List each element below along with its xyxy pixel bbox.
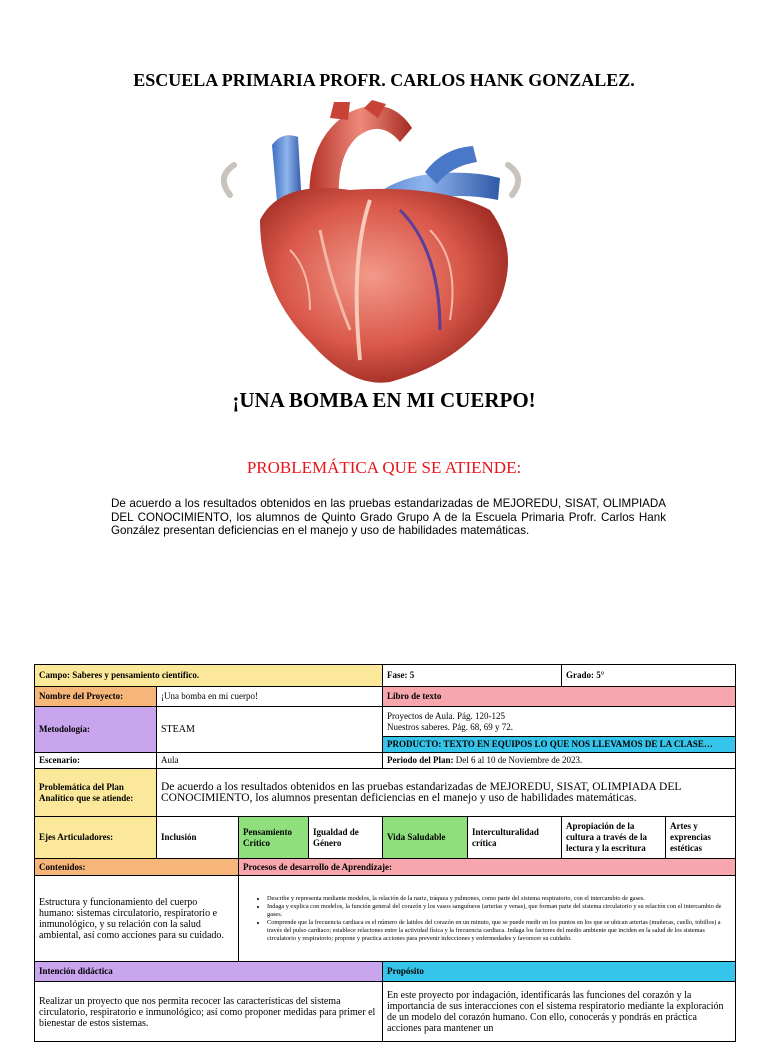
campo-cell: Campo: Saberes y pensamiento científico.: [35, 665, 383, 687]
periodo-cell: [383, 753, 736, 769]
libro-line-2: Nuestros saberes. Pág. 68, 69 y 72.: [387, 721, 513, 732]
periodo-label: Periodo del Plan:: [387, 755, 454, 765]
problem-text: De acuerdo a los resultados obtenidos en las pruebas estandarizadas de MEJOREDU, SISAT, OLIMPIADA DEL CONOCIMIENTO, los alumnos de Quinto Grado Grupo A de la Escuela Primaria Profr. Carlos Hank González presentan deficiencias en el manejo y uso de habilidades matemáticas.: [111, 497, 666, 537]
eje-interculturalidad: Interculturalidad crítica: [468, 817, 562, 859]
nombre-label: Nombre del Proyecto:: [35, 687, 157, 707]
escenario-value: Aula: [157, 753, 383, 769]
procesos-value: [239, 876, 736, 962]
proposito-label: Propósito: [383, 962, 736, 982]
plan-table: [34, 664, 736, 1042]
problematica-label: Problemática del Plan Analítico que se atiende:: [35, 769, 157, 817]
heart-illustration: [200, 100, 545, 385]
nombre-value: ¡Una bomba en mi cuerpo!: [157, 687, 383, 707]
contenidos-label: Contenidos:: [35, 859, 239, 876]
eje-igualdad-genero: Igualdad de Género: [309, 817, 383, 859]
libro-label: Libro de texto: [383, 687, 736, 707]
procesos-list: [267, 895, 731, 943]
proposito-value: En este proyecto por indagación, identificarás las funciones del corazón y la importancia de sus interacciones con el sistema respiratorio mediante la exploración de un modelo del corazón humano. Con ello, conocerás y pondrás en práctica acciones para mantener un: [383, 982, 736, 1042]
ejes-label: Ejes Articuladores:: [35, 817, 157, 859]
problematica-value: De acuerdo a los resultados obtenidos en las pruebas estandarizadas de MEJOREDU, SISAT, OLIMPIADA DEL CONOCIMIENTO, los alumnos presentan deficiencias en el manejo y uso de habilidades matemáticas.: [157, 769, 736, 817]
fase-cell: Fase: 5: [383, 665, 562, 687]
producto-cell: PRODUCTO: TEXTO EN EQUIPOS LO QUE NOS LLEVAMOS DE LA CLASE…: [383, 737, 736, 753]
eje-pensamiento-critico: Pensamiento Crítico: [239, 817, 309, 859]
intencion-value: Realizar un proyecto que nos permita recocer las características del sistema circulatorio, respiratorio e inmunológico; así como proponer medidas para primer el bienestar de estos sistemas.: [35, 982, 383, 1042]
eje-vida-saludable: Vida Saludable: [383, 817, 468, 859]
escenario-label: Escenario:: [35, 753, 157, 769]
procesos-label: Procesos de desarrollo de Aprendizaje:: [239, 859, 736, 876]
metodologia-label: Metodología:: [35, 707, 157, 753]
project-title: ¡UNA BOMBA EN MI CUERPO!: [232, 388, 536, 412]
eje-apropiacion-cultura: Apropiación de la cultura a través de la lectura y la escritura: [562, 817, 666, 859]
intencion-label: Intención didáctica: [35, 962, 383, 982]
school-title: ESCUELA PRIMARIA PROFR. CARLOS HANK GONZALEZ.: [133, 70, 635, 90]
eje-artes: Artes y exprencias estéticas: [666, 817, 736, 859]
libro-line-1: Proyectos de Aula. Pág. 120-125: [387, 710, 505, 721]
metodologia-value: STEAM: [157, 707, 383, 753]
proceso-item: • Describe y representa mediante modelos, la relación de la nariz, tráquea y pulmones, como parte del sistema respiratorio, con el intercambio de gases.: [267, 895, 731, 903]
grado-cell: Grado: 5°: [562, 665, 736, 687]
proceso-item: • Comprende que la frecuencia cardiaca es el número de latidos del corazón en un minuto, que se puede medir en los puntos en los que se ubican arterias (muñecas, cuello, tobillos) a través del pulso cardiaco; establece relaciones entre la actividad física y la frecuencia cardiaca. Indaga los factores del medio ambiente que inciden en la salud de los sistemas circulatorio y respiratorio; propone y practica acciones para prevenir infecciones y enfermedades y favorecer su cuidado.: [267, 919, 731, 943]
periodo-value: Del 6 al 10 de Noviembre de 2023.: [453, 755, 583, 765]
contenidos-value: Estructura y funcionamiento del cuerpo humano: sistemas circulatorio, respiratorio e inmunológico, y su relación con la salud ambiental, así como acciones para su cuidado.: [35, 876, 239, 962]
eje-inclusion: Inclusión: [157, 817, 239, 859]
problem-heading: PROBLEMÁTICA QUE SE ATIENDE:: [246, 458, 522, 477]
proceso-item: • Indaga y explica con modelos, la función general del corazón y los vasos sanguíneos (arterias y venas), que forman parte del sistema circulatorio y su relación con el intercambio de gases.: [267, 903, 731, 919]
libro-value: [383, 707, 736, 737]
